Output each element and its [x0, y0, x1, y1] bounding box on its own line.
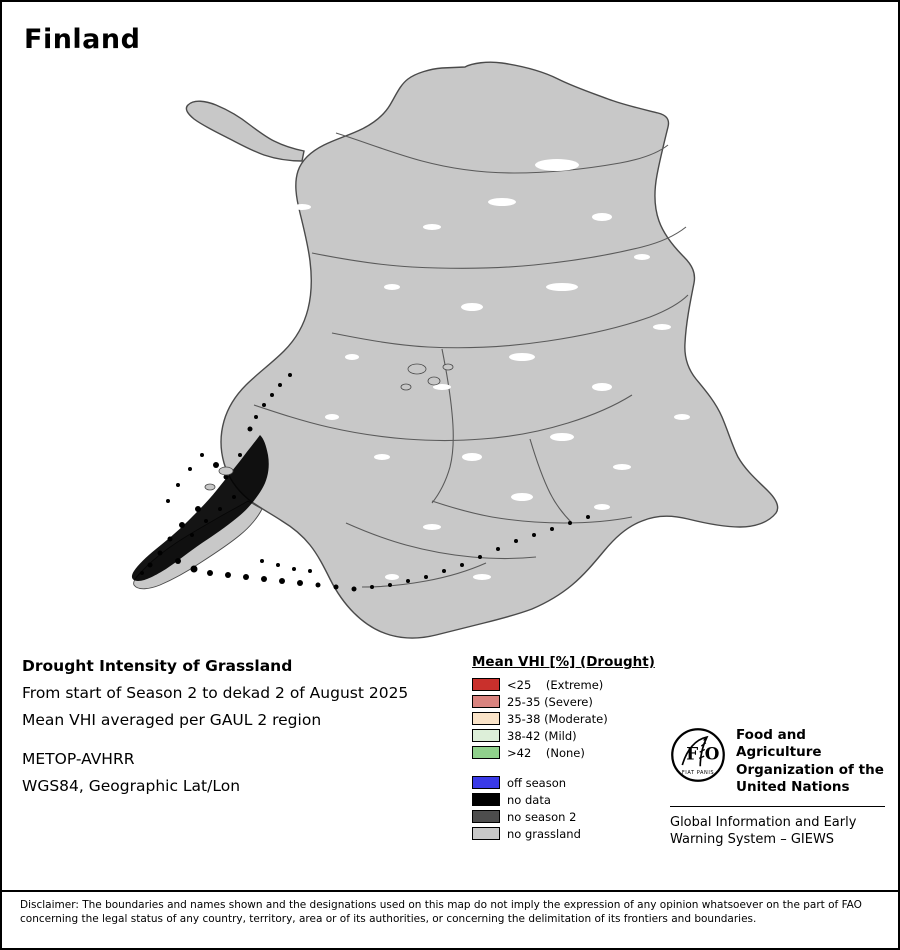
legend-title: Mean VHI [%] (Drought) [472, 654, 655, 670]
disclaimer-divider [2, 890, 898, 892]
svg-text:O: O [704, 743, 720, 764]
caption-spacer [22, 738, 452, 750]
page-title: Finland [24, 24, 141, 55]
country-landmass [134, 62, 778, 638]
legend-item-extreme [472, 676, 702, 693]
legend-label-extreme: <25 (Extreme) [507, 677, 604, 692]
legend-item-off-season [472, 774, 702, 791]
legend-swatch-no-data [472, 793, 500, 806]
legend-label-off-season: off season [507, 775, 567, 790]
finland-land-fill [221, 62, 778, 638]
svg-text:FIAT PANIS: FIAT PANIS [681, 770, 715, 777]
legend-item-no-season-2 [472, 808, 702, 825]
legend-swatch-moderate [472, 712, 500, 725]
fao-header [670, 727, 885, 796]
legend-swatch-extreme [472, 678, 500, 691]
legend-swatch-mild [472, 729, 500, 742]
legend-label-moderate: 35-38 (Moderate) [507, 711, 608, 726]
fao-logo-icon [670, 727, 726, 783]
disclaimer-text: Disclaimer: The boundaries and names shown and the designations used on this map do not imply the expression of any opinion whatsoever on the part of FAO concerning the legal status of any country, territory, area or of its authorities, or concerning the delimitation of its frontiers and boundaries. [20, 899, 862, 925]
fao-organization-name: Food and Agriculture Organization of the United Nations [736, 727, 884, 795]
legend-swatch-off-season [472, 776, 500, 789]
legend-label-no-grassland: no grassland [507, 826, 581, 841]
finland-northwest-arm [186, 101, 304, 161]
svg-text:F: F [686, 743, 699, 764]
legend-spacer [472, 761, 702, 774]
legend-item-no-grassland [472, 825, 702, 842]
map-caption [22, 657, 452, 804]
legend-swatch-none [472, 746, 500, 759]
caption-line-sensor: METOP-AVHRR [22, 750, 135, 768]
legend-swatch-severe [472, 695, 500, 708]
legend-item-mild [472, 727, 702, 744]
map-canvas[interactable] [2, 57, 898, 642]
legend [472, 654, 702, 842]
fao-branding [670, 727, 885, 849]
caption-line-title: Drought Intensity of Grassland [22, 657, 293, 675]
fao-system-name: Global Information and Early Warning System – GIEWS [670, 815, 857, 847]
legend-swatch-no-season-2 [472, 810, 500, 823]
legend-item-moderate [472, 710, 702, 727]
legend-item-none [472, 743, 702, 764]
legend-item-severe [472, 693, 702, 710]
legend-label-severe: 25-35 (Severe) [507, 694, 593, 709]
fao-divider [670, 806, 885, 807]
legend-swatch-no-grassland [472, 827, 500, 840]
legend-label-no-season-2: no season 2 [507, 809, 577, 824]
caption-line-method: Mean VHI averaged per GAUL 2 region [22, 711, 322, 729]
caption-line-period: From start of Season 2 to dekad 2 of August 2025 [22, 684, 409, 702]
finland-map-svg[interactable] [2, 57, 898, 642]
legend-label-mild: 38-42 (Mild) [507, 728, 577, 743]
legend-item-no-data [472, 791, 702, 808]
caption-line-projection: WGS84, Geographic Lat/Lon [22, 777, 241, 795]
legend-label-no-data: no data [507, 792, 551, 807]
legend-label-none: >42 (None) [507, 745, 585, 760]
